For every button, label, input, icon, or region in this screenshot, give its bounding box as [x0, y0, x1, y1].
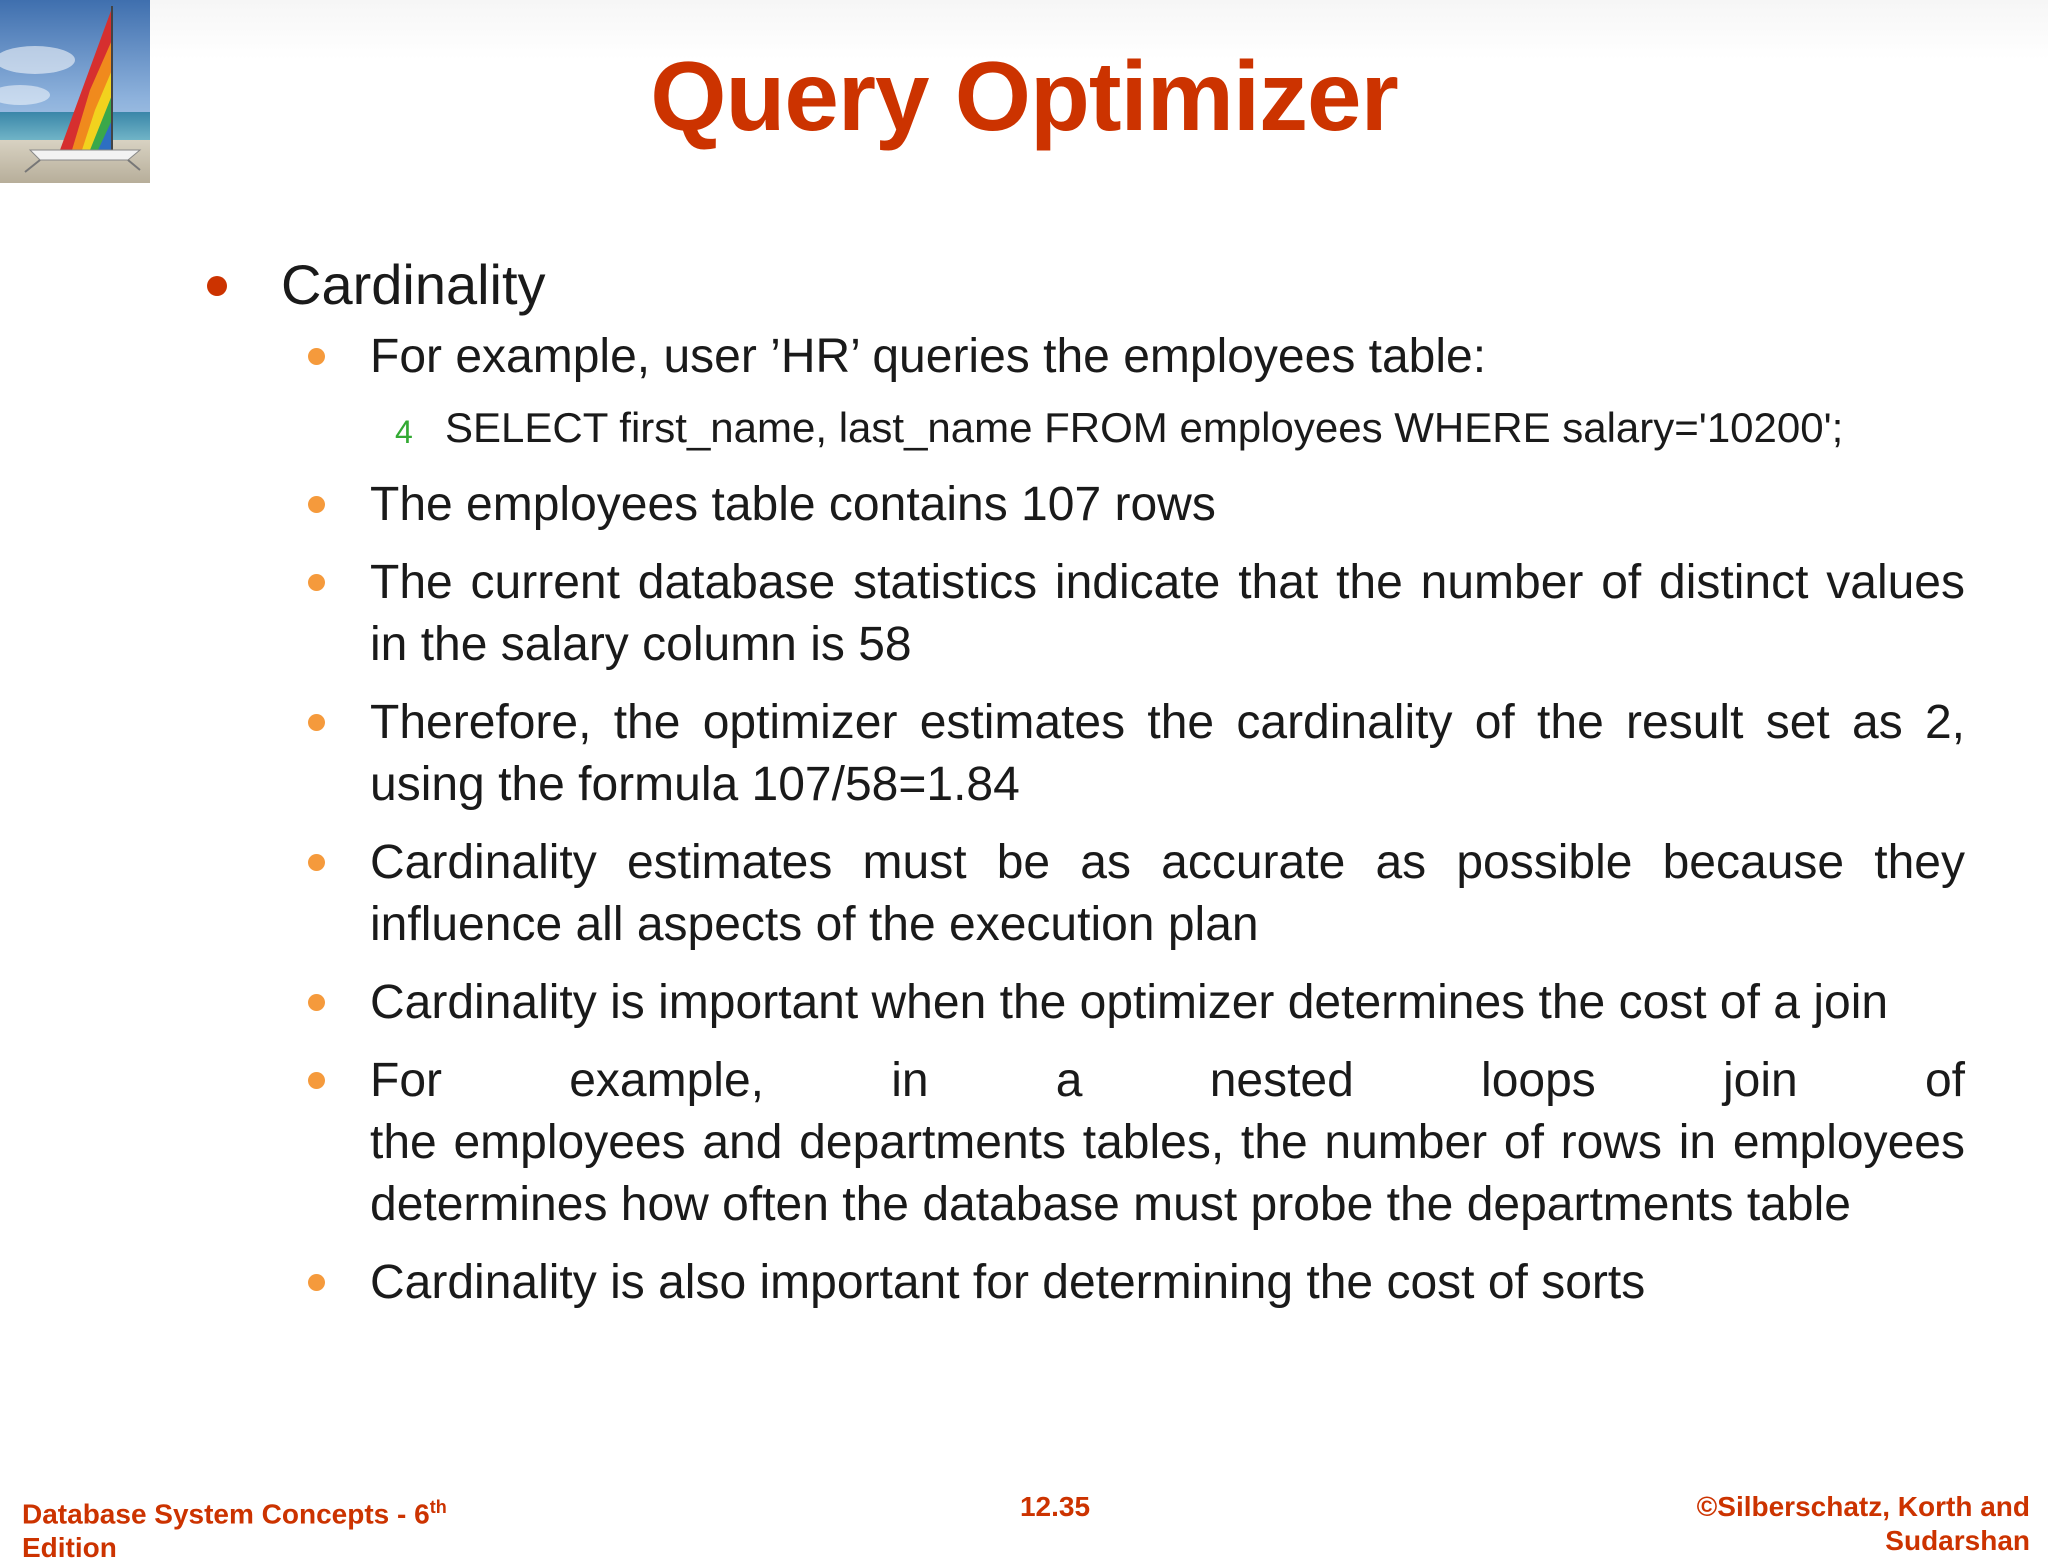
footer-copyright: [1560, 1490, 2030, 1556]
sub-bullet-join-cost: [370, 972, 1965, 1034]
sub-bullet-dot-icon: [308, 854, 325, 871]
sub-bullet-text: Cardinality is important when the optimizer determines the cost of a join: [370, 976, 1889, 1029]
sub-bullet-nested-loops: [370, 1050, 1965, 1236]
sub-bullet-text-line-1: For example, in a nested loops join of: [370, 1054, 1965, 1107]
bullet-dot-icon: [207, 276, 227, 296]
sub-bullet-dot-icon: [308, 714, 325, 731]
footer-page-number: 12.35: [1019, 1491, 1091, 1522]
query-item: [395, 400, 1965, 456]
query-text: SELECT first_name, last_name FROM employees WHERE salary='10200';: [445, 404, 1844, 451]
sub-bullet-accuracy: [370, 832, 1965, 956]
slide-title: Query Optimizer: [650, 41, 1398, 151]
sub-bullet-text: Cardinality estimates must be as accurate as possible because they influence all aspects of the execution plan: [370, 836, 1965, 951]
sub-bullet-text: The employees table contains 107 rows: [370, 478, 1216, 531]
sub-bullet-text: Cardinality is also important for determining the cost of sorts: [370, 1256, 1646, 1309]
query-number: 4: [395, 414, 413, 450]
sub-bullet-example-intro: [370, 326, 1965, 388]
sub-bullet-sorts: [370, 1252, 1965, 1314]
slide-content: [205, 250, 1965, 1330]
footer-book-title-text: Database System Concepts - 6: [22, 1498, 430, 1530]
sub-bullet-text-continued: the employees and departments tables, the number of rows in employees determines how often the database must probe the departments table: [370, 1116, 1965, 1231]
sub-bullet-dot-icon: [308, 348, 325, 365]
sub-bullet-dot-icon: [308, 994, 325, 1011]
sub-bullet-rows: [370, 474, 1965, 536]
sub-bullet-text: Therefore, the optimizer estimates the cardinality of the result set as 2, using the formula 107/58=1.84: [370, 696, 1965, 811]
sub-bullet-dot-icon: [308, 496, 325, 513]
footer-book-title-cont: Edition: [22, 1532, 117, 1564]
footer-copyright-text: ©Silberschatz, Korth and: [1696, 1491, 2030, 1522]
sub-bullet-text: The current database statistics indicate that the number of distinct values in the salary column is 58: [370, 556, 1965, 671]
sub-bullet-dot-icon: [308, 1072, 325, 1089]
sub-bullet-dot-icon: [308, 574, 325, 591]
footer-book-title-sup: th: [429, 1497, 447, 1517]
sub-bullet-estimate: [370, 692, 1965, 816]
sub-bullet-dot-icon: [308, 1274, 325, 1291]
sub-bullet-text: For example, user ’HR’ queries the employees table:: [370, 330, 1487, 383]
bullet-heading-text: Cardinality: [281, 253, 546, 316]
sub-bullet-distinct-values: [370, 552, 1965, 676]
footer-book-title: [22, 1490, 582, 1564]
bullet-cardinality: [205, 250, 1965, 320]
footer-copyright-cont: Sudarshan: [1885, 1525, 2030, 1556]
